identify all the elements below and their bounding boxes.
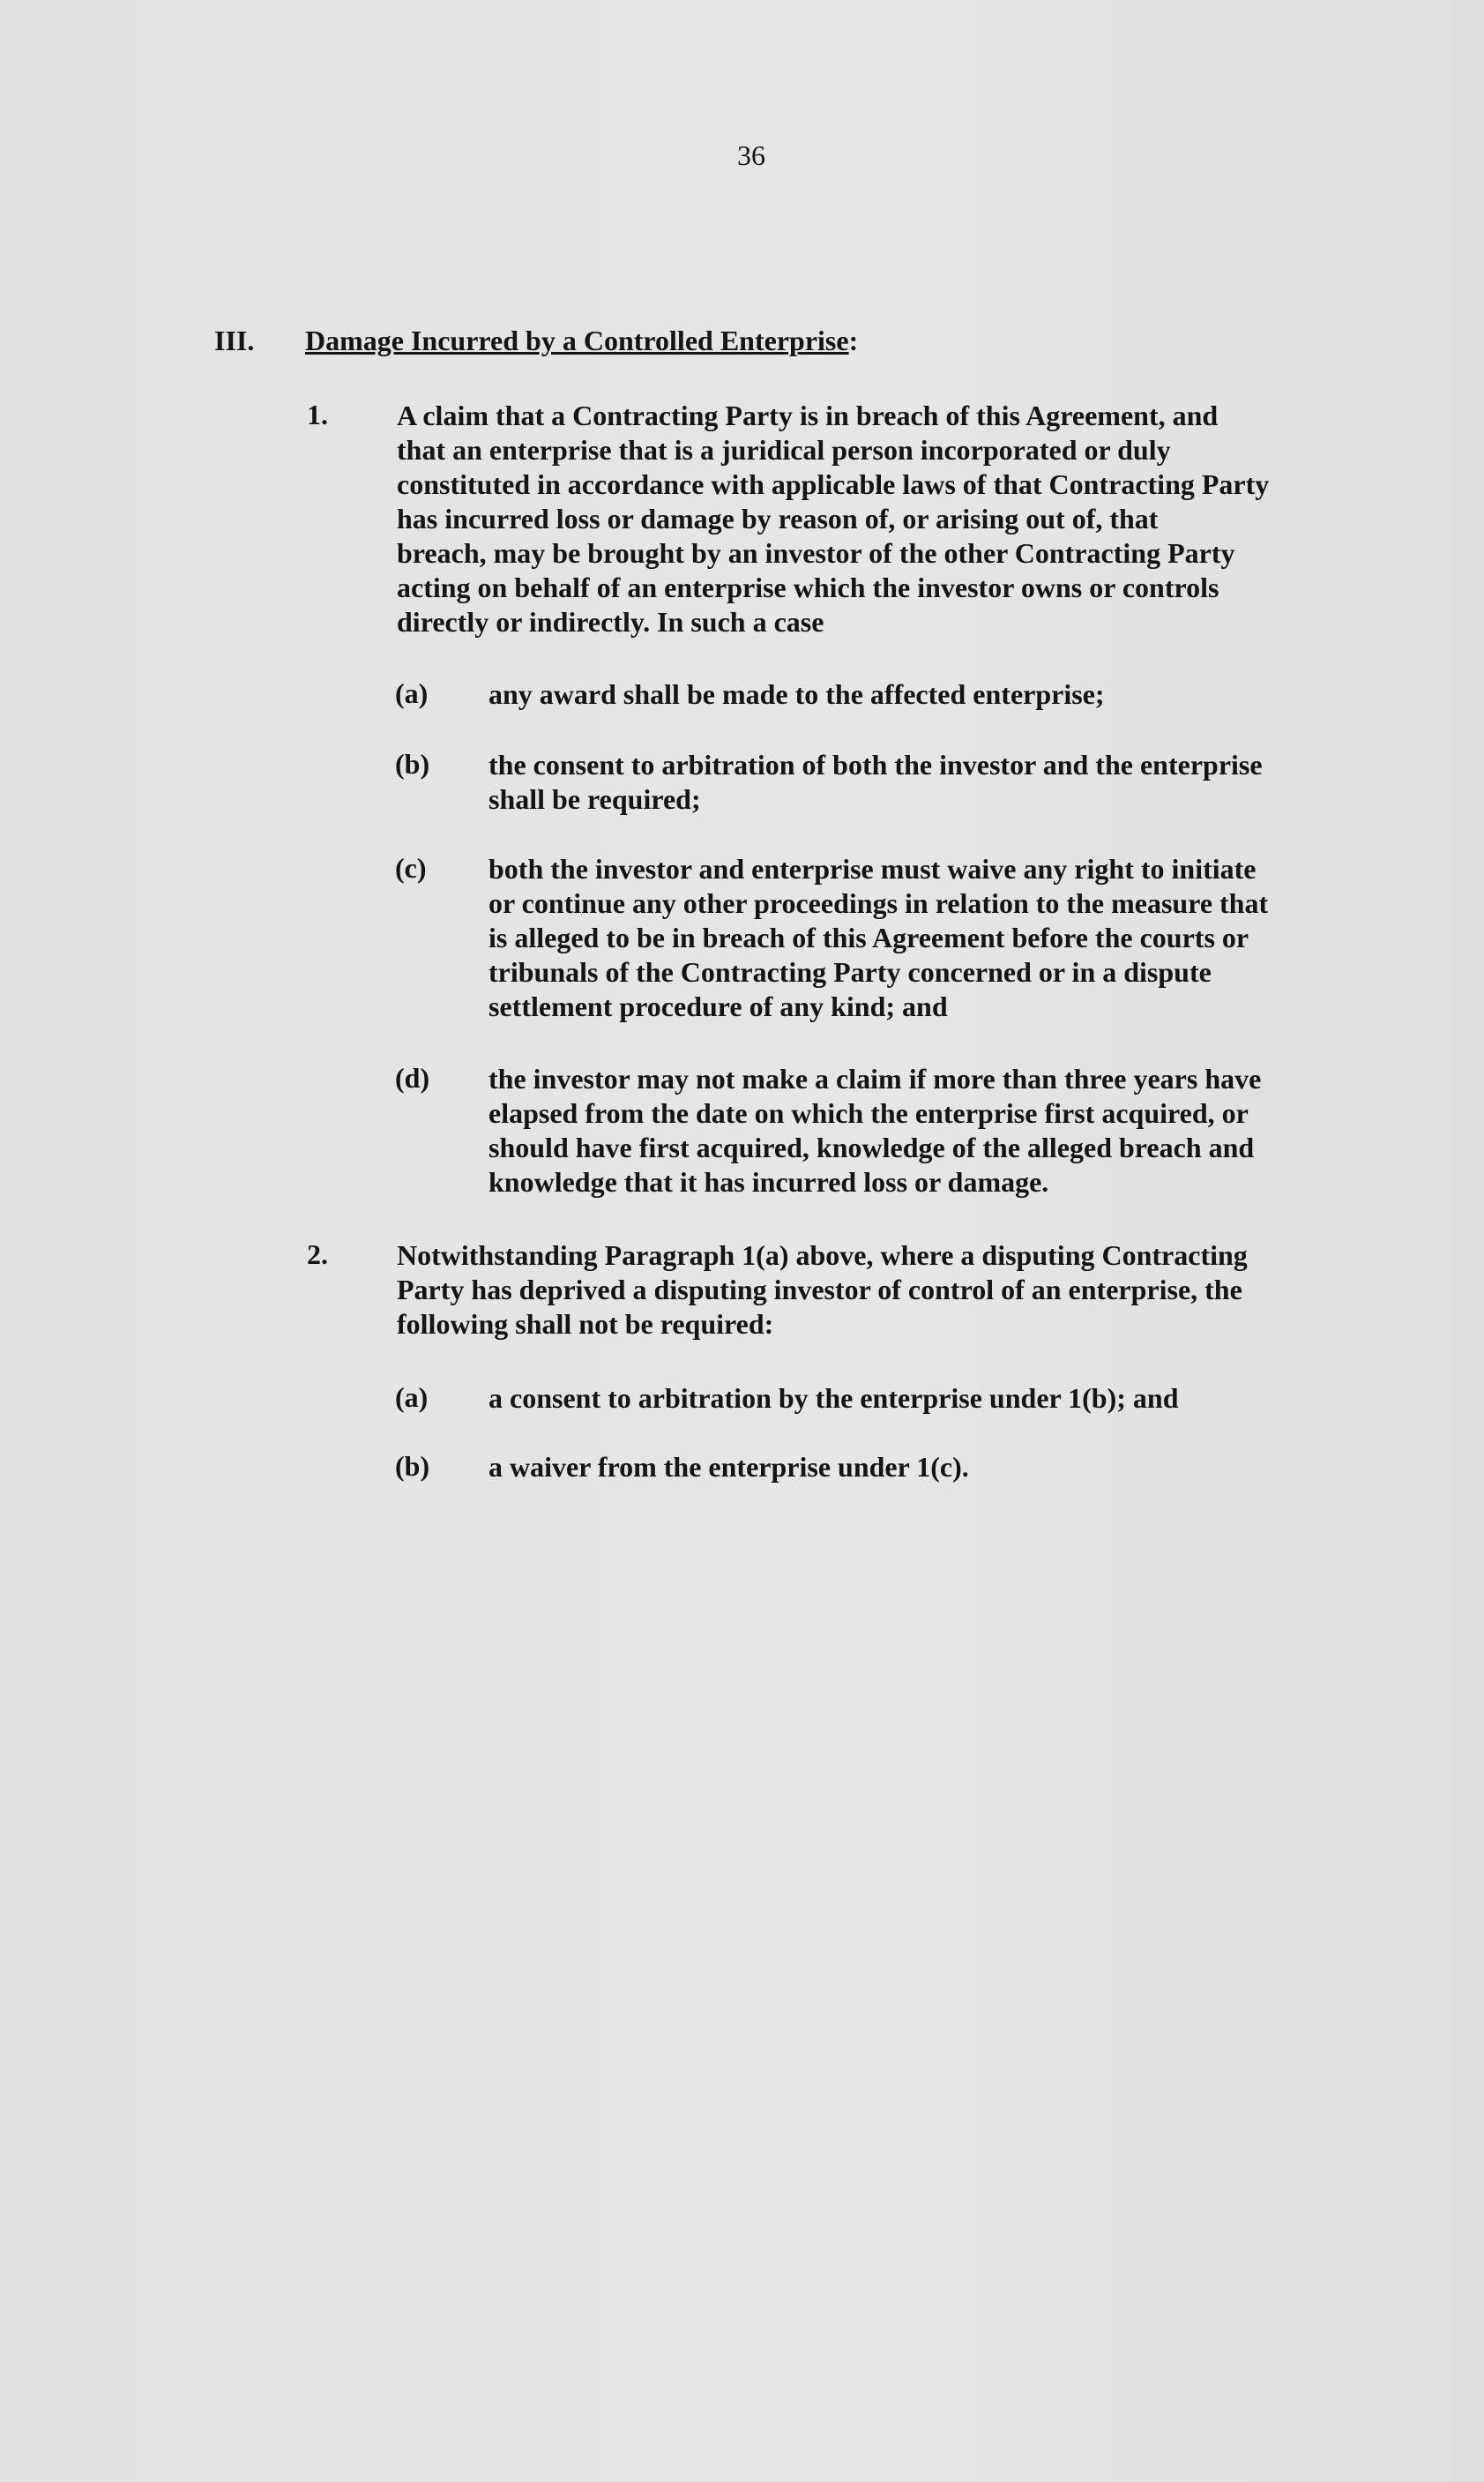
- paragraph-1-number: 1.: [307, 399, 328, 430]
- text-line: has incurred loss or damage by reason of, or arising out of, that: [397, 503, 1159, 535]
- item-1a-label: (a): [395, 677, 429, 709]
- text-line: a waiver from the enterprise under 1(c).: [488, 1451, 969, 1483]
- text-line: knowledge that it has incurred loss or damage.: [488, 1166, 1049, 1198]
- item-2b-label: (b): [395, 1450, 430, 1482]
- item-2b-text: [488, 1450, 1335, 1484]
- text-line: tribunals of the Contracting Party concerned or in a dispute: [488, 956, 1212, 988]
- text-line: A claim that a Contracting Party is in breach of this Agreement, and: [397, 400, 1219, 431]
- text-line: Notwithstanding Paragraph 1(a) above, where a disputing Contracting: [397, 1239, 1248, 1271]
- text-line: shall be required;: [488, 783, 701, 815]
- text-line: any award shall be made to the affected enterprise;: [488, 678, 1105, 710]
- item-2a-label: (a): [395, 1381, 429, 1413]
- text-line: both the investor and enterprise must waive any right to initiate: [488, 853, 1257, 885]
- section-title: Damage Incurred by a Controlled Enterprise: [305, 325, 849, 356]
- text-line: settlement procedure of any kind; and: [488, 991, 948, 1022]
- section-colon: :: [848, 325, 859, 356]
- text-line: the investor may not make a claim if more than three years have: [488, 1063, 1262, 1095]
- paragraph-2-number: 2.: [307, 1238, 328, 1270]
- item-1a-text: [488, 677, 1335, 712]
- item-1b-label: (b): [395, 748, 430, 780]
- paragraph-2-text: [397, 1238, 1331, 1342]
- text-line: constituted in accordance with applicable laws of that Contracting Party: [397, 468, 1270, 500]
- paragraph-1-text: [397, 399, 1331, 639]
- item-2a-text: [488, 1381, 1335, 1416]
- text-line: or continue any other proceedings in relation to the measure that: [488, 887, 1269, 919]
- text-line: a consent to arbitration by the enterprise under 1(b); and: [488, 1382, 1179, 1414]
- text-line: the consent to arbitration of both the investor and the enterprise: [488, 749, 1263, 781]
- item-1d-text: [488, 1062, 1335, 1200]
- text-line: Party has deprived a disputing investor of control of an enterprise, the: [397, 1274, 1242, 1305]
- item-1d-label: (d): [395, 1062, 430, 1094]
- item-1b-text: [488, 748, 1335, 817]
- text-line: is alleged to be in breach of this Agreement before the courts or: [488, 922, 1249, 953]
- text-line: should have first acquired, knowledge of the alleged breach and: [488, 1132, 1255, 1163]
- section-heading: [214, 325, 858, 357]
- section-number: III.: [214, 325, 255, 356]
- text-line: acting on behalf of an enterprise which the investor owns or controls: [397, 572, 1219, 603]
- text-line: breach, may be brought by an investor of the other Contracting Party: [397, 537, 1235, 569]
- text-line: elapsed from the date on which the enterprise first acquired, or: [488, 1097, 1249, 1129]
- item-1c-text: [488, 852, 1335, 1024]
- page-number: 36: [737, 139, 765, 171]
- text-line: directly or indirectly. In such a case: [397, 606, 824, 638]
- item-1c-label: (c): [395, 852, 427, 884]
- text-line: following shall not be required:: [397, 1308, 774, 1340]
- text-line: that an enterprise that is a juridical person incorporated or duly: [397, 434, 1171, 466]
